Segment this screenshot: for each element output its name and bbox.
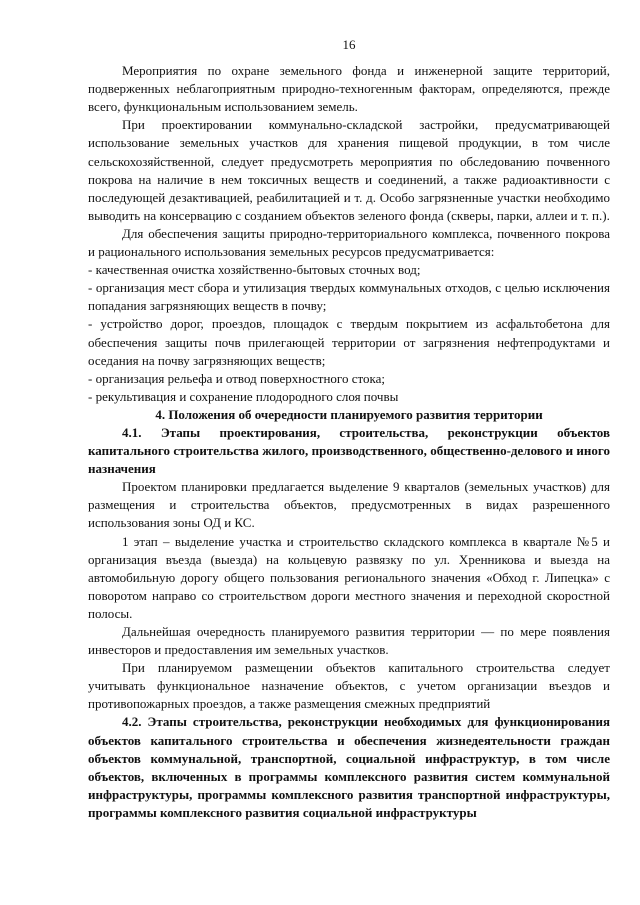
document-page: [88, 36, 610, 822]
paragraph-placement: При планируемом размещении объектов капитального строительства следует учитывать функциональное назначение объектов, с учетом организации въездов и противопожарных проездов, а также размещения смежных предприятий: [88, 660, 610, 712]
paragraph-storage-development: При проектировании коммунально-складской застройки, предусматривающей использование земельных участков для хранения пищевой продукции, в том числе сельскохозяйственной, следует предусмотреть мероприятия по обследованию почвенного покрова на наличие в нем токсичных веществ и соединений, а также радиоактивности с последующей дезактивацией, реабилитацией и т. д. Особо загрязненные участки необходимо выводить на консервацию с созданием объектов зеленого фонда (скверы, парки, аллеи и т. п.).: [88, 117, 610, 223]
list-item-relief-runoff: - организация рельефа и отвод поверхностного стока;: [88, 370, 385, 386]
section-4-2-heading: 4.2. Этапы строительства, реконструкции необходимых для функционирования объектов капитального строительства и обеспечения жизнедеятельности граждан объектов коммунальной, транспортной, социальной инфраструктур, в том числе объектов, включенных в программы комплексного развития систем коммунальной инфраструктуры, программы комплексного развития транспортной инфраструктуры, программы комплексного развития социальной инфраструктуры: [88, 714, 610, 820]
section-4-1-heading: 4.1. Этапы проектирования, строительства, реконструкции объектов капитального строительства жилого, производственного, общественно-делового и иного назначения: [88, 424, 610, 477]
paragraph-quarters: Проектом планировки предлагается выделение 9 кварталов (земельных участков) для размещения и строительства объектов, предусмотренных в видах разрешенного использования зоны ОД и КС.: [88, 479, 610, 531]
paragraph-soil-protection-intro: Для обеспечения защиты природно-территориального комплекса, почвенного покрова и рационального использования земельных ресурсов предусматривается:: [88, 225, 610, 260]
section-4-heading: 4. Положения об очередности планируемого развития территории: [155, 406, 543, 422]
list-item-paved-roads: - устройство дорог, проездов, площадок с твердым покрытием из асфальтобетона для обеспечения защиты почв прилегающей территории от загрязнения нефтепродуктами и оседания на почву загрязняющих веществ;: [88, 316, 610, 368]
paragraph-land-protection: Мероприятия по охране земельного фонда и инженерной защите территорий, подверженных неблагоприятным природно-техногенным факторам, определяются, прежде всего, функциональным использованием земель.: [88, 63, 610, 115]
paragraph-further-sequence: Дальнейшая очередность планируемого развития территории — по мере появления инвесторов и предоставления им земельных участков.: [88, 624, 610, 658]
paragraph-stage-1: 1 этап – выделение участка и строительство складского комплекса в квартале №5 и организация въезда (выезда) на кольцевую развязку по ул. Хренникова и выезда на автомобильную дорогу общего пользования регионального значения «Обход г. Липецка» с поворотом направо со строительством дороги местного значения и переходной скоростной полосы.: [88, 533, 610, 621]
list-item-wastewater: - качественная очистка хозяйственно-бытовых сточных вод;: [88, 262, 421, 278]
page-number: 16: [342, 37, 356, 52]
list-item-recultivation: - рекультивация и сохранение плодородного слоя почвы: [88, 388, 399, 404]
list-item-solid-waste: - организация мест сбора и утилизация твердых коммунальных отходов, с целью исключения попадания загрязняющих веществ в почву;: [88, 280, 610, 314]
